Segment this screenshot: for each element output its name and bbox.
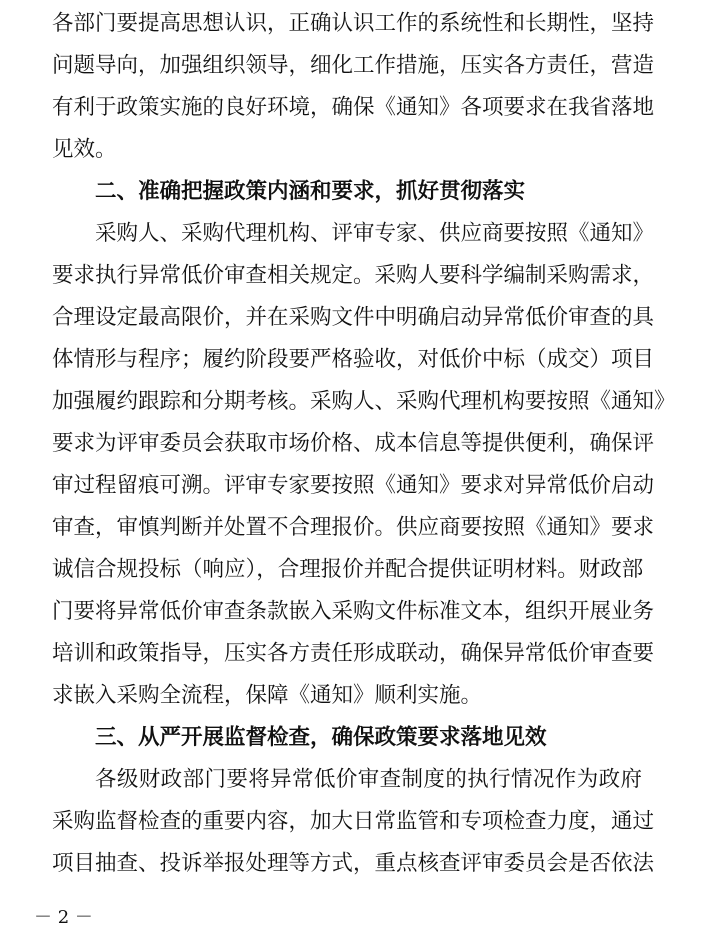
paragraph-line-11: 要求为评审委员会获取市场价格、成本信息等提供便利，确保评: [52, 431, 655, 456]
paragraph-line-15: 门要将异常低价审查条款嵌入采购文件标准文本，组织开展业务: [52, 599, 655, 624]
paragraph-line-6: 采购人、采购代理机构、评审专家、供应商要按照《通知》: [95, 221, 655, 246]
page-number: － 2 －: [34, 907, 93, 928]
paragraph-line-16: 培训和政策指导，压实各方责任形成联动，确保异常低价审查要: [52, 641, 655, 666]
paragraph-line-2: 问题导向，加强组织领导，细化工作措施，压实各方责任，营造: [52, 53, 655, 78]
paragraph-line-10: 加强履约跟踪和分期考核。采购人、采购代理机构要按照《通知》: [52, 389, 676, 414]
paragraph-line-8: 合理设定最高限价，并在采购文件中明确启动异常低价审查的具: [52, 305, 655, 330]
paragraph-line-13: 审查，审慎判断并处置不合理报价。供应商要按照《通知》要求: [52, 515, 655, 540]
paragraph-line-3: 有利于政策实施的良好环境，确保《通知》各项要求在我省落地: [52, 95, 655, 120]
paragraph-line-4: 见效。: [52, 137, 117, 162]
section-heading-2: 二、准确把握政策内涵和要求，抓好贯彻落实: [95, 179, 526, 204]
paragraph-line-14: 诚信合规投标（响应），合理报价并配合提供证明材料。财政部: [52, 557, 644, 582]
paragraph-line-7: 要求执行异常低价审查相关规定。采购人要科学编制采购需求，: [52, 263, 655, 288]
section-heading-3: 三、从严开展监督检查，确保政策要求落地见效: [95, 725, 547, 750]
paragraph-line-9: 体情形与程序；履约阶段要严格验收，对低价中标（成交）项目: [52, 347, 655, 372]
paragraph-line-20: 采购监督检查的重要内容，加大日常监管和专项检查力度，通过: [52, 809, 655, 834]
paragraph-line-17: 求嵌入采购全流程，保障《通知》顺利实施。: [52, 683, 483, 708]
paragraph-line-21: 项目抽查、投诉举报处理等方式，重点核查评审委员会是否依法: [52, 851, 655, 876]
paragraph-line-1: 各部门要提高思想认识，正确认识工作的系统性和长期性，坚持: [52, 11, 655, 36]
paragraph-line-12: 审过程留痕可溯。评审专家要按照《通知》要求对异常低价启动: [52, 473, 655, 498]
paragraph-line-19: 各级财政部门要将异常低价审查制度的执行情况作为政府: [95, 767, 642, 792]
